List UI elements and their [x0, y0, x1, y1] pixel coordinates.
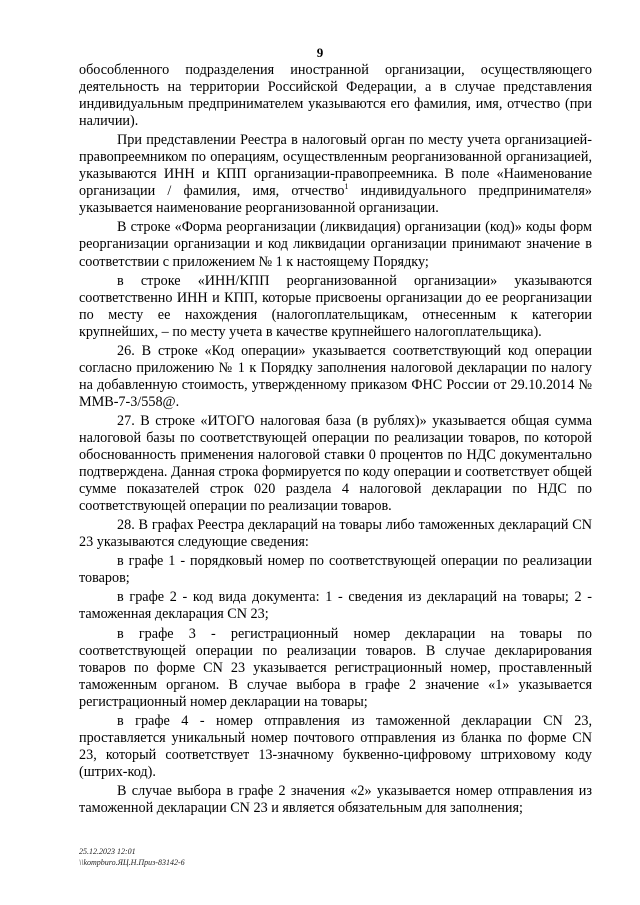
paragraph-2-text: При представлении Реестра в налоговый орган по месту учета организацией-правопреемником по операциям, осуществленным реорганизованной организацией, указываются ИНН и КПП организации-правопреемника. В поле «Наименование организации / фамилия, имя, отчество	[79, 132, 592, 200]
paragraph-column-3: в графе 3 - регистрационный номер декларации на товары по соответствующей операции по реализации товаров. В случае декларирования товаров по форме CN 23 указывается регистрационный номер, проставленный таможенным органом. В случае выбора в графе 2 значение «1» указывается регистрационный номер декларации на товары;	[79, 625, 592, 710]
paragraph-2-tail: индивидуального предпринимателя» указывается наименование реорганизованной организации.	[79, 183, 592, 217]
paragraph-item-27: 27. В строке «ИТОГО налоговая база (в рублях)» указывается общая сумма налоговой базы по соответствующей операции по реализации товаров, по которой обоснованность применения налоговой ставки 0 процентов по НДС документально подтверждена. Данная строка формируется по коду операции и соответствует общей сумме показателей строк 020 раздела 4 налоговой декларации по НДС по соответствующей операции по реализации товаров.	[79, 412, 592, 515]
footer-file-path: \\kompburo.ЯЦ.Н.Приз-83142-6	[79, 858, 185, 867]
footnote-marker: 1	[344, 182, 349, 192]
paragraph-4: в строке «ИНН/КПП реорганизованной организации» указываются соответственно ИНН и КПП, которые присвоены организации до ее реорганизации по месту ее нахождения (налогоплательщикам, отнесенным к категории крупнейших, – по месту учета в качестве крупнейшего налогоплательщика).	[79, 272, 592, 340]
footer-timestamp: 25.12.2023 12:01	[79, 847, 136, 856]
paragraph-item-26: 26. В строке «Код операции» указывается соответствующий код операции согласно приложению № 1 к Порядку заполнения налоговой декларации по налогу на добавленную стоимость, утвержденному приказом ФНС России от 29.10.2014 № ММВ-7-3/558@.	[79, 342, 592, 410]
paragraph-column-4: в графе 4 - номер отправления из таможенной декларации CN 23, проставляется уникальный номер почтового отправления из бланка по форме CN 23, который соответствует 13-значному буквенно-цифровому штриховому коду (штрих-код).	[79, 712, 592, 780]
document-body	[79, 62, 592, 819]
paragraph-3: В строке «Форма реорганизации (ликвидация) организации (код)» коды форм реорганизации организации и код ликвидации организации принимают значение в соответствии с приложением № 1 к настоящему Порядку;	[79, 219, 592, 270]
page-number: 9	[316, 45, 324, 60]
paragraph-column-2: в графе 2 - код вида документа: 1 - сведения из деклараций на товары; 2 - таможенная декларация CN 23;	[79, 589, 592, 623]
paragraph-choice-2: В случае выбора в графе 2 значения «2» указывается номер отправления из таможенной декларации CN 23 и является обязательным для заполнения;	[79, 782, 592, 816]
paragraph-column-1: в графе 1 - порядковый номер по соответствующей операции по реализации товаров;	[79, 553, 592, 587]
paragraph-2	[79, 132, 592, 217]
paragraph-item-28: 28. В графах Реестра деклараций на товары либо таможенных деклараций CN 23 указываются следующие сведения:	[79, 517, 592, 551]
footer-stamp	[79, 846, 185, 868]
paragraph-1: обособленного подразделения иностранной организации, осуществляющего деятельность на территории Российской Федерации, а в случае представления индивидуальным предпринимателем указываются его фамилия, имя, отчество (при наличии).	[79, 62, 592, 130]
